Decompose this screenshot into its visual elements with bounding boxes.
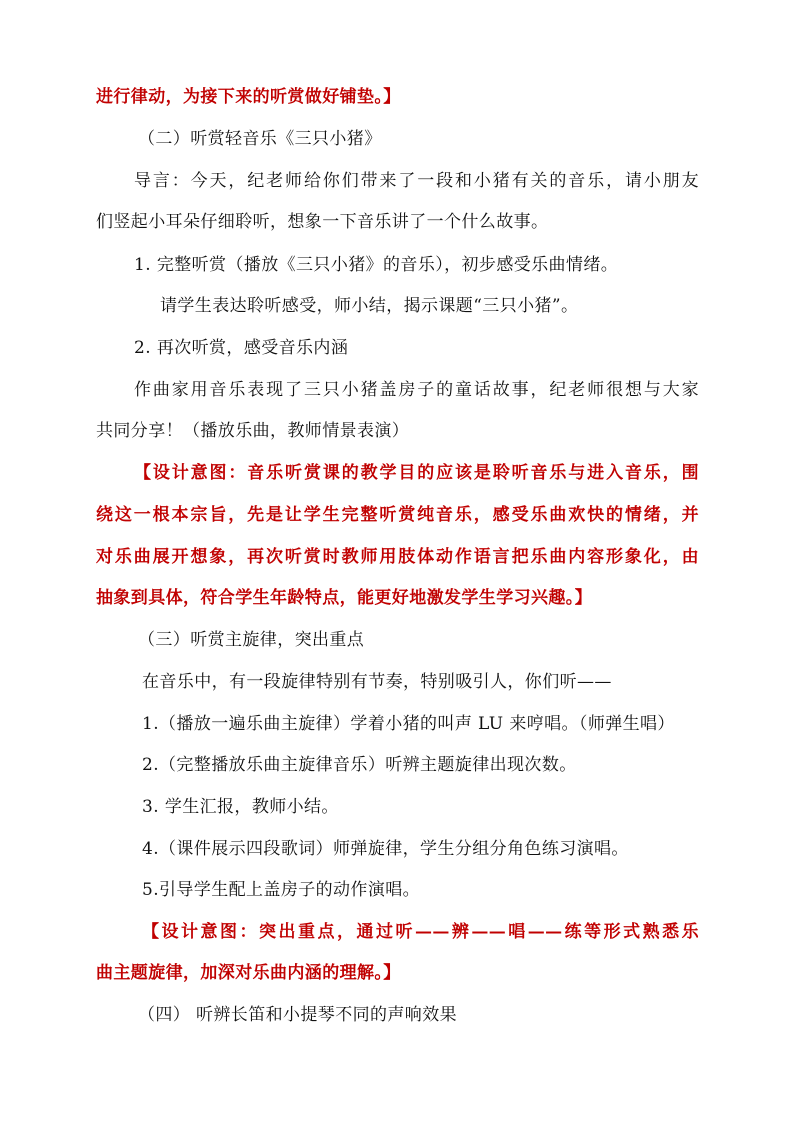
section-heading-4: （四） 听辨长笛和小提琴不同的声响效果 bbox=[138, 1005, 458, 1025]
design-intent-2-line-2: 曲主题旋律，加深对乐曲内涵的理解。】 bbox=[96, 963, 401, 983]
section-heading-3: （三）听赏主旋律，突出重点 bbox=[138, 630, 365, 650]
section-heading-2: （二）听赏轻音乐《三只小猪》 bbox=[138, 129, 382, 149]
step-3: 3. 学生汇报，教师小结。 bbox=[142, 797, 339, 817]
design-intent-1-line-3: 对乐曲展开想象，再次听赏时教师用肢体动作语言把乐曲内容形象化，由 bbox=[96, 547, 699, 567]
step-2: 2.（完整播放乐曲主旋律音乐）听辨主题旋律出现次数。 bbox=[142, 755, 577, 775]
melody-intro: 在音乐中，有一段旋律特别有节奏，特别吸引人，你们听—— bbox=[142, 672, 612, 692]
intro-paragraph-line-1: 导言：今天，纪老师给你们带来了一段和小猪有关的音乐，请小朋友 bbox=[134, 171, 699, 191]
intro-paragraph-line-2: 们竖起小耳朵仔细聆听，想象一下音乐讲了一个什么故事。 bbox=[96, 212, 549, 232]
step-5: 5.引导学生配上盖房子的动作演唱。 bbox=[142, 880, 421, 900]
composer-paragraph-line-1: 作曲家用音乐表现了三只小猪盖房子的童话故事，纪老师很想与大家 bbox=[134, 380, 699, 400]
design-intent-1-line-1: 【设计意图：音乐听赏课的教学目的应该是聆听音乐与进入音乐，围 bbox=[134, 463, 699, 483]
list-item-1: 1. 完整听赏（播放《三只小猪》的音乐），初步感受乐曲情绪。 bbox=[134, 255, 619, 275]
step-4: 4.（课件展示四段歌词）师弹旋律，学生分组分角色练习演唱。 bbox=[142, 839, 629, 859]
design-intent-1-line-2: 绕这一根本宗旨，先是让学生完整听赏纯音乐，感受乐曲欢快的情绪，并 bbox=[96, 505, 699, 525]
list-item-2: 2. 再次听赏，感受音乐内涵 bbox=[134, 338, 349, 358]
design-intent-1-line-4: 抽象到具体，符合学生年龄特点，能更好地激发学生学习兴趣。】 bbox=[96, 588, 593, 608]
design-intent-tail: 进行律动，为接下来的听赏做好铺垫。】 bbox=[96, 87, 401, 107]
composer-paragraph-line-2: 共同分享！（播放乐曲，教师情景表演） bbox=[96, 421, 410, 441]
step-1: 1.（播放一遍乐曲主旋律）学着小猪的叫声 LU 来哼唱。（师弹生唱） bbox=[142, 714, 675, 734]
list-item-1-detail: 请学生表达聆听感受，师小结，揭示课题“三只小猪”。 bbox=[160, 296, 579, 316]
design-intent-2-line-1: 【设计意图：突出重点，通过听——辨——唱——练等形式熟悉乐 bbox=[142, 922, 699, 942]
